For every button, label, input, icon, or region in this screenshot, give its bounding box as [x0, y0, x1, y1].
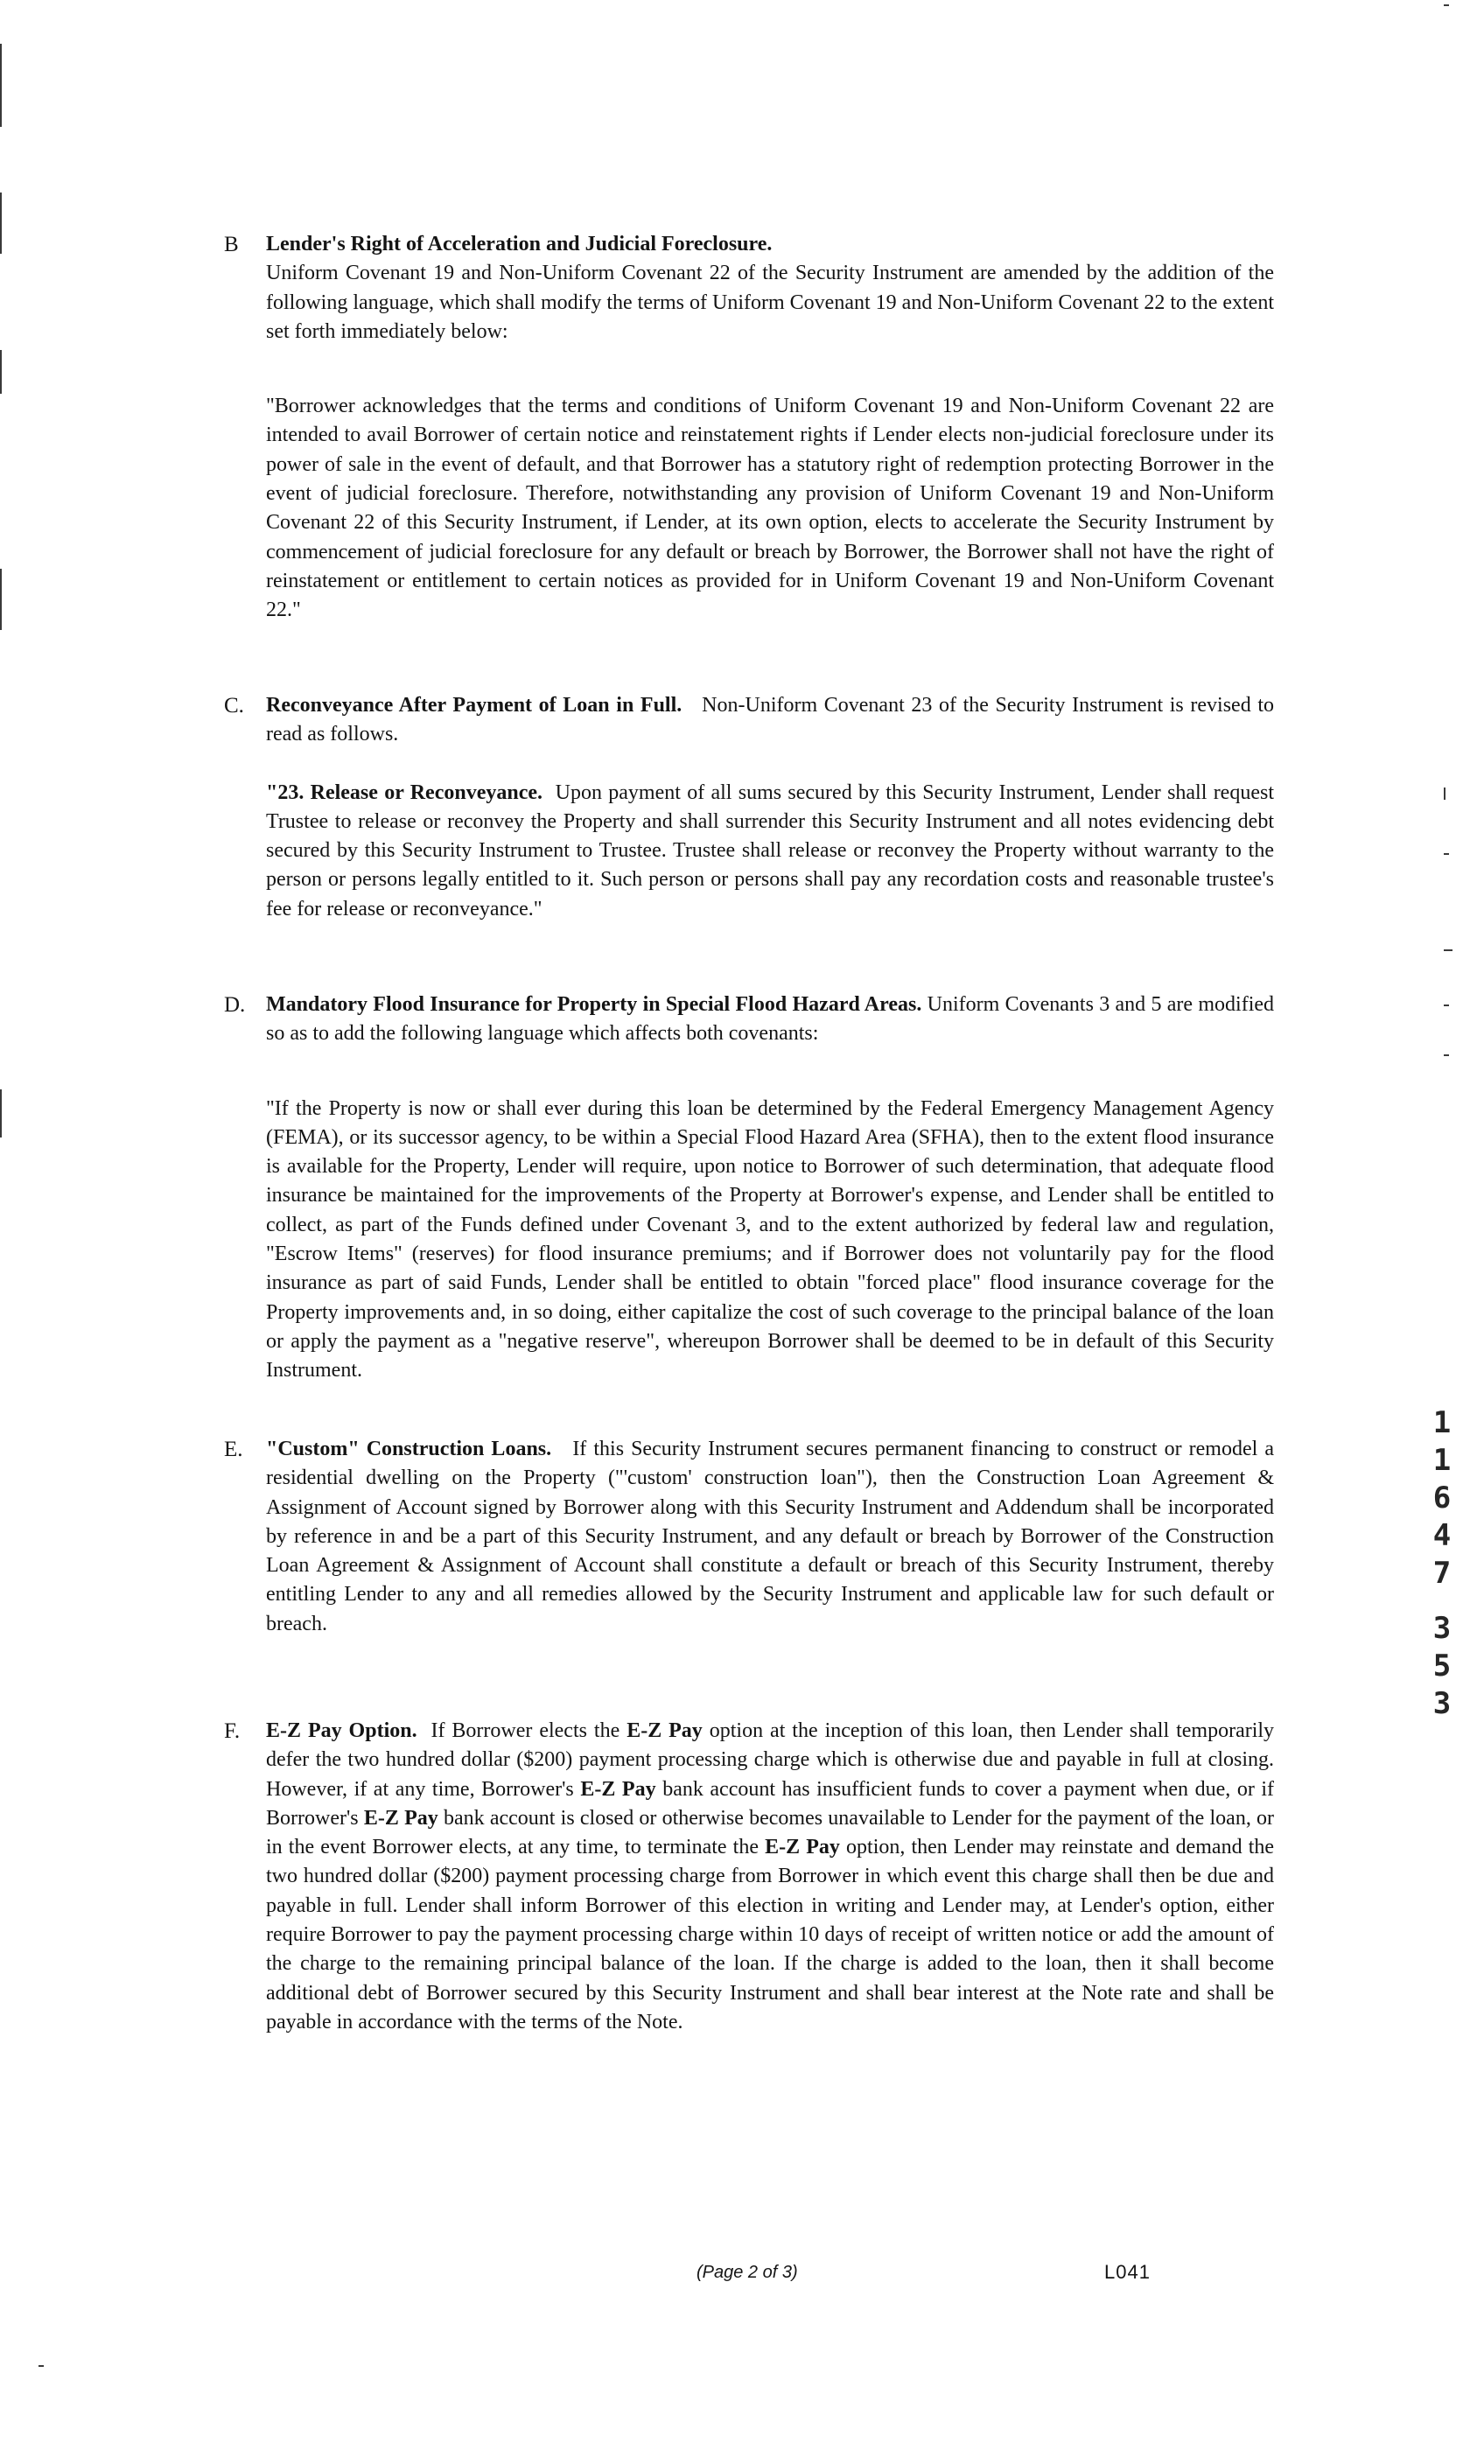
- section-f-body: [266, 1717, 1274, 2037]
- quote-heading: "23. Release or Reconveyance.: [266, 780, 543, 804]
- scan-dot: [1444, 788, 1446, 800]
- section-heading: Mandatory Flood Insurance for Property in Special Flood Hazard Areas.: [266, 993, 922, 1016]
- margin-digit: 3: [1432, 1686, 1452, 1721]
- ez-pay-term: E-Z Pay: [580, 1777, 656, 1801]
- section-e-text: [266, 1435, 1274, 1639]
- section-c-intro: [266, 691, 1274, 750]
- margin-digit: 1: [1432, 1443, 1452, 1478]
- section-d-quote: "If the Property is now or shall ever during this loan be determined by the Federal Emergency Management Agency (FEMA), or its successor agency, to be within a Special Flood Hazard Area (SFHA), then to the extent flood insurance is available for the Property, Lender will require, upon notice to Borrower of such determination, that adequate flood insurance be maintained for the improvements of the Property at Borrower's expense, and Lender shall be entitled to collect, as part of the Funds defined under Covenant 3, and to the extent authorized by federal law and regulation, "Escrow Items" (reserves) for flood insurance premiums; and if Borrower does not voluntarily pay for the flood insurance as part of said Funds, Lender shall be entitled to obtain "forced place" flood insurance coverage for the Property improvements and, in so doing, either capitalize the cost of such coverage to the principal balance of the loan or apply the payment as a "negative reserve", whereupon Borrower shall be deemed to be in default of this Security Instrument.: [266, 1096, 1274, 1382]
- margin-digit: 5: [1432, 1648, 1452, 1684]
- scan-edge-mark: [0, 192, 2, 254]
- section-heading: Reconveyance After Payment of Loan in Full.: [266, 694, 682, 717]
- ez-text-5: option, then Lender may reinstate and demand the two hundred dollar ($200) payment processing charge from Borrower in which event this charge shall then be due and payable in full. Lender shall inform Borrower of this election in writing and Lender may, at Lender's option, either require Borrower to pay the payment processing charge within 10 days of receipt of written notice or add the amount of the charge to the remaining principal balance of the loan. If the charge is added to the loan, then it shall become additional debt of Borrower secured by this Security Instrument and shall bear interest at the Note rate and shall be payable in accordance with the terms of the Note.: [266, 1836, 1275, 2034]
- section-letter: F.: [224, 1719, 241, 1743]
- section-intro-text: If this Security Instrument secures permanent financing to construct or remodel a residential dwelling on the Property ("'custom' construction loan"), then the Construction Loan Agreement & Assignment of Account signed by Borrower along with this Security Instrument and Addendum shall be incorporated by reference in and be a part of this Security Instrument, and any default or breach by Borrower of the Construction Loan Agreement & Assignment of Account shall constitute a default or breach of this Security Instrument, thereby entitling Lender to any and all remedies allowed by the Security Instrument and applicable law for such default or breach.: [266, 1438, 1274, 1635]
- scan-dot: [1444, 4, 1449, 6]
- scan-edge-mark: [0, 44, 2, 127]
- margin-digit: 1: [1432, 1405, 1452, 1440]
- scan-edge-mark: [0, 1089, 2, 1138]
- scan-dot: [1444, 853, 1449, 855]
- section-b-intro: [266, 230, 1274, 346]
- section-heading: E-Z Pay Option.: [266, 1719, 417, 1742]
- section-f-text: [266, 1717, 1274, 2037]
- scan-edge-mark: [0, 569, 2, 630]
- section-intro-text: Uniform Covenant 19 and Non-Uniform Covenant 22 of the Security Instrument are amended by the addition of the following language, which shall modify the terms of Uniform Covenant 19 and Non-Uniform Covenant 22 to the extent set forth immediately below:: [266, 262, 1274, 343]
- ez-pay-term: E-Z Pay: [626, 1719, 703, 1742]
- section-letter: E.: [224, 1438, 243, 1461]
- section-intro-text: Uniform Covenants 3 and 5 are modified so as to add the following language which affects both covenants:: [266, 993, 1275, 1046]
- margin-digit: 6: [1432, 1480, 1452, 1516]
- section-b-quote: "Borrower acknowledges that the terms and conditions of Uniform Covenant 19 and Non-Uniform Covenant 22 are intended to avail Borrower of certain notice and reinstatement rights if Lender elects non-judicial foreclosure under its power of sale in the event of default, and that Borrower has a statutory right of redemption protecting Borrower in the event of judicial foreclosure. Therefore, notwithstanding any provision of Uniform Covenant 19 and Non-Uniform Covenant 22 of this Security Instrument, if Lender, at its own option, elects to accelerate the Security Instrument by commencement of judicial foreclosure for any default or breach by Borrower, the Borrower shall not have the right of reinstatement or entitlement to certain notices as provided for in Uniform Covenant 19 and Non-Uniform Covenant 22.": [266, 395, 1274, 622]
- scan-dot: [1444, 1004, 1449, 1006]
- section-letter: B: [224, 233, 239, 256]
- margin-recording-number: [1424, 1404, 1460, 1723]
- section-intro-text: Non-Uniform Covenant 23 of the Security Instrument is revised to read as follows.: [266, 694, 1275, 746]
- margin-digit: 4: [1432, 1518, 1452, 1553]
- section-c-body: [266, 691, 1274, 924]
- margin-digit: 3: [1432, 1611, 1452, 1646]
- ez-text-4: bank account is closed or otherwise becomes unavailable to Lender for the payment of the loan, or in the event Borrower elects, at any time, to terminate the: [266, 1806, 1275, 1859]
- margin-digit: 7: [1432, 1556, 1452, 1591]
- page-number: (Page 2 of 3): [696, 2263, 798, 2282]
- ez-pay-term: E-Z Pay: [765, 1836, 840, 1859]
- section-d-intro: [266, 990, 1274, 1049]
- scan-dot: [1444, 1054, 1449, 1056]
- quote-text: Upon payment of all sums secured by this Security Instrument, Lender shall request Trustee to release or reconvey the Property and shall surrender this Security Instrument and all notes evidencing debt secured by this Security Instrument to Trustee. Trustee shall release or reconvey the Property without warranty to the person or persons legally entitled to it. Such person or persons shall pay any recordation costs and reasonable trustee's fee for release or reconveyance.": [266, 780, 1274, 920]
- ez-text-2: option at the inception of this loan, then Lender shall temporarily defer the two hundred dollar ($200) payment processing charge which is otherwise due and payable in full at closing. However, if at any time, Borrower's: [266, 1719, 1275, 1801]
- section-heading: Lender's Right of Acceleration and Judicial Foreclosure.: [266, 233, 773, 256]
- ez-text-1: If Borrower elects the: [430, 1719, 620, 1742]
- section-letter: C.: [224, 694, 244, 718]
- section-e-body: [266, 1435, 1274, 1639]
- scan-dot: [38, 2365, 44, 2367]
- ez-pay-term: E-Z Pay: [363, 1806, 438, 1830]
- ez-text-3: bank account has insufficient funds to cover a payment when due, or if Borrower's: [266, 1777, 1275, 1830]
- section-heading: "Custom" Construction Loans.: [266, 1438, 552, 1460]
- section-c-quote: [266, 779, 1274, 924]
- section-d-body: [266, 990, 1274, 1386]
- form-code: L041: [1104, 2261, 1151, 2283]
- scan-dot: [1444, 949, 1452, 951]
- scan-edge-mark: [0, 350, 2, 394]
- section-letter: D.: [224, 993, 246, 1017]
- section-b-body: [266, 230, 1274, 626]
